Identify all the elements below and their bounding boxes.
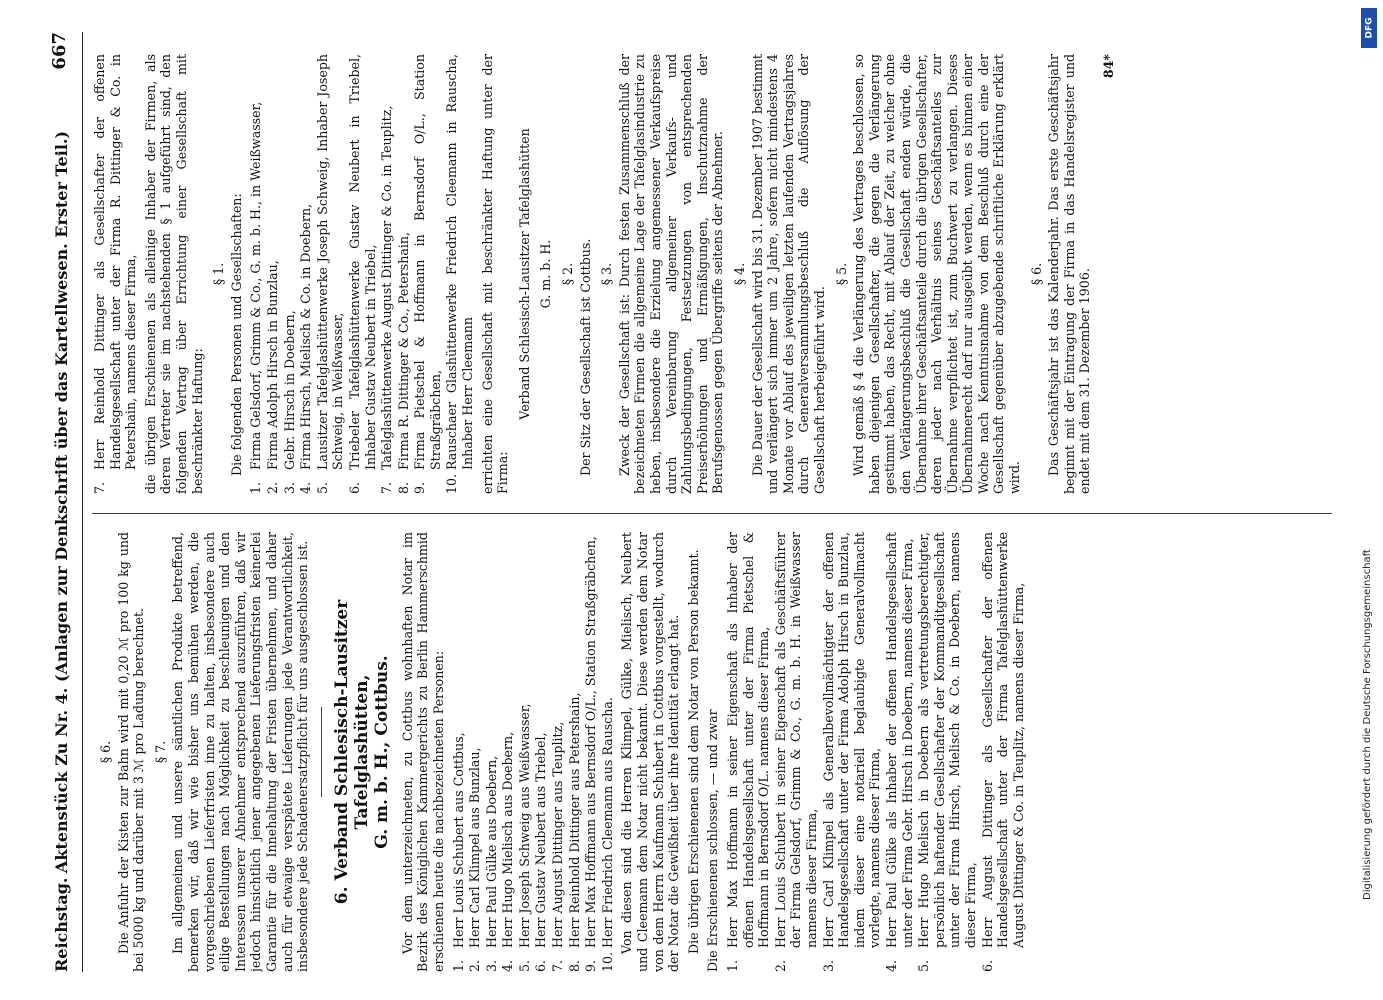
- digitization-notice: Digitalisierung gefördert durch die Deutsche Forschungsgemeinschaft: [1362, 549, 1373, 900]
- section-5-title: § 5.: [833, 262, 849, 286]
- section-6b-title: § 6.: [1028, 262, 1044, 286]
- list-item: 1.Herr Louis Schubert aus Cottbus,: [450, 732, 466, 972]
- section-5-text: Wird gemäß § 4 die Verlängerung des Vertrages beschlossen, so haben diejenigen Gesellschafter, die gegen die Verlängerung gestimmt haben, das Recht, mit Ablauf der Zeit, zu welcher ohne den Verlängerungsbeschluß die Gesellschaft enden würde, die Übernahme ihrer Geschäftsanteile durch die übrigen Gesellschafter, deren jeder nach Verhältnis seines Geschäftsanteiles zur Übernahme verpflichtet ist, zum Buchwert zu verlangen. Dieses Übernahmerecht darf nur ausgeübt werden, wenn es binnen einer Woche nach Kenntnisnahme von dem Beschluß durch eine der Gesellschaft gegenüber abzugebende schriftliche Erklärung erklärt wird.: [851, 54, 1023, 494]
- header-title: Aktenstück Zu Nr. 4. (Anlagen zur Denkschrift über das Kartellwesen. Erster Teil.): [52, 130, 71, 874]
- others-known-paragraph: Die übrigen Erschienenen sind dem Notar von Person bekannt.: [685, 549, 701, 954]
- list-item: 8.Firma R. Dittinger & Co., Petershain,: [395, 232, 411, 494]
- section-1-intro: Die folgenden Personen und Gesellschaften:: [228, 193, 244, 476]
- section-2-title: § 2.: [560, 262, 576, 286]
- left-column: [92, 532, 1332, 972]
- section-2-text: Der Sitz der Gesellschaft ist Cottbus.: [577, 238, 593, 476]
- list-item: 4.Firma Hirsch, Mielisch & Co. in Doebern,: [298, 203, 314, 494]
- list-item: 9.Herr Max Hoffmann aus Bernsdorf O/L., Station Straßgräbchen,: [583, 536, 599, 972]
- list-item: 6.Triebeler Tafelglashüttenwerke Gustav Neubert in Triebel, Inhaber Gustav Neubert in Triebel,: [346, 54, 378, 494]
- list-item: 5.Herr Hugo Mielisch in Doebern als vertretungsberechtigter, persönlich haftender Gesellschafter der Kommanditgesellschaft unter der Firma Hirsch, Mielisch & Co. in Doebern, namens dieser Firma,: [916, 532, 978, 972]
- list-item: 3.Gebr. Hirsch in Doebern,: [281, 310, 297, 494]
- list-item: 10.Herr Friedrich Cleemann aus Rauscha.: [599, 697, 615, 972]
- list-item: 4.Herr Hugo Mielisch aus Doebern,: [500, 731, 516, 972]
- section-3-title: § 3.: [599, 262, 615, 286]
- list-item: 9.Firma Pietschel & Hoffmann in Bernsdorf O/L., Station Straßgräbchen,: [412, 54, 443, 494]
- list-item: 7.Herr Reinhold Dittinger als Gesellschafter der offenen Handelsgesellschaft unter der Firma R. Dittinger & Co. in Petershain, namens dieser Firma,: [92, 54, 139, 494]
- list-item: 8.Herr Reinhold Dittinger aus Petershain,: [566, 692, 582, 972]
- list-item: 6.Herr August Dittinger als Gesellschafter der offenen Handelsgesellschaft unter der Firma Tafelglashüttenwerke August Dittinger & Co. in Teuplitz, namens dieser Firma,: [979, 532, 1026, 972]
- section-6b-text: Das Geschäftsjahr ist das Kalenderjahr. Das erste Geschäftsjahr beginnt mit der Eintragung der Firma in das Handelsregister und endet mit dem 31. Dezember 1906.: [1046, 54, 1093, 494]
- list-item: 3.Herr Paul Gülke aus Doebern,: [483, 755, 499, 972]
- firm-name-line1: Verband Schlesisch-Lausitzer Tafelglashütten: [516, 128, 532, 420]
- heading-6: [332, 532, 392, 972]
- list-item: 2.Herr Louis Schubert in seiner Eigenschaft als Geschäftsführer der Firma Gelsdorf, Grimm & Co., G. m. b. H. in Weißwasser namens dieser Firma,: [772, 532, 819, 972]
- list-item: 3.Herr Carl Klimpel als Generalbevollmächtigter der offenen Handelsgesellschaft unter der Firma Adolph Hirsch in Bunzlau, indem dieser eine notariell beglaubigte Generalvollmacht vorlegte, namens dieser Firma,: [820, 532, 883, 972]
- section-4-text: Die Dauer der Gesellschaft wird bis 31. Dezember 1907 bestimmt und verlängert sich immer um 2 Jahre, sofern nicht mindestens 4 Monate vor Ablauf des jeweiligen letzten laufenden Vertragsjahres durch Generalversammlungsbeschluß die Auflösung der Gesellschaft herbeigeführt wird.: [749, 54, 827, 494]
- list-item: 2.Herr Carl Klimpel aus Bunzlau,: [467, 747, 483, 972]
- list-item: 7.Herr August Dittinger aus Teuplitz,: [550, 721, 566, 972]
- heading-6-line1: 6. Verband Schlesisch-Lausitzer Tafelglashütten,: [331, 599, 372, 905]
- separator-rule: [321, 707, 322, 797]
- section-4-title: § 4.: [731, 262, 747, 286]
- header-left: Reichstag.: [52, 877, 71, 972]
- right-column: [92, 54, 1332, 494]
- members-list: [248, 54, 475, 494]
- heading-6-line2: G. m. b. H., Cottbus.: [371, 655, 392, 849]
- identity-paragraph: Von diesen sind die Herren Klimpel, Gülke, Mielisch, Neubert und Cleemann dem Notar nicht bekannt. Diese werden dem Notar von dem Herrn Kaufmann Schubert in Cottbus vorgestellt, wodurch der Notar die Gewißheit über ihre Identität erlangt hat.: [619, 532, 682, 972]
- section-3-text: Zweck der Gesellschaft ist: Durch festen Zusammenschluß der bezeichneten Firmen die allgemeine Lage der Tafelglasindustrie zu heben, insbesondere die Erzielung angemessener Verkaufspreise durch Vereinbarung allgemeiner Verkaufs- und Zahlungsbedingungen, Festsetzungen von entsprechenden Preiserhöhungen und Ermäßigungen, Inschutznahme der Berufsgenossen gegen Übergriffe seitens der Abnehmer.: [616, 54, 726, 494]
- list-item: 10.Rauschaer Glashüttenwerke Friedrich Cleemann in Rauscha, Inhaber Herr Cleemann: [444, 54, 476, 494]
- section-7-text: Im allgemeinen und unsere sämtlichen Produkte betreffend, bemerken wir, daß wir wie bisher uns bemühen werden, die vorgeschriebenen Lieferfristen inne zu halten, insbesondere auch eilige Bestellungen nach Möglichkeit zu beschleunigen und den Interessen unserer Abnehmer entsprechend auszuführen, daß wir jedoch hinsichtlich jener angegebenen Lieferungsfristen keinerlei Garantie für die Innehaltung der Fristen übernehmen, und daher auch für etwaige verspätete Lieferungen jede Verantwortlichkeit, insbesondere jede Schadenersatzpflicht für uns ausgeschlossen ist.: [170, 532, 311, 972]
- column-divider: [92, 513, 1332, 514]
- list-item: 2.Firma Adolph Hirsch in Bunzlau,: [264, 260, 280, 494]
- page-number: 667: [49, 32, 70, 70]
- section-6-text: Die Anfuhr der Kisten zur Bahn wird mit 0,20 ℳ pro 100 kg und bei 5000 kg und darüber mit 3 ℳ pro Ladung berechnet.: [115, 532, 147, 972]
- page-header: [48, 32, 83, 972]
- list-item: 5.Herr Joseph Schweig aus Weißwasser,: [516, 703, 532, 972]
- list-item: 6.Herr Gustav Neubert aus Triebel,: [533, 732, 549, 972]
- rotated-document-page: [40, 32, 1360, 972]
- concluded-line: Die Erschienenen schlossen, — und zwar: [705, 709, 721, 972]
- list-item: 7.Tafelglashüttenwerke August Dittinger & Co. in Teuplitz,: [379, 105, 395, 494]
- persons-list: [451, 532, 616, 972]
- list-item: 1.Firma Gelsdorf, Grimm & Co., G. m. b. H., in Weißwasser,: [248, 101, 264, 494]
- others-contract-paragraph: die übrigen Erschienenen als alleinige Inhaber der Firmen, als deren Vertreter sie im nachstehenden § 1 aufgeführt sind, den folgenden Vertrag über Errichtung einer Gesellschaft mit beschränkter Haftung:: [142, 54, 205, 494]
- list-item: 1.Herr Max Hoffmann in seiner Eigenschaft als Inhaber der offenen Handelsgesellschaft unter der Firma Pietschel & Hoffmann in Bernsdorf O/L. namens dieser Firma,: [725, 532, 772, 972]
- list-item: 5.Lausitzer Tafelglashüttenwerke Joseph Schweig, Inhaber Joseph Schweig, in Weißwasser,: [314, 54, 346, 494]
- firm-name-line2: G. m. b. H.: [538, 239, 554, 309]
- notary-intro: Vor dem unterzeichneten, zu Cottbus wohnhaften Notar im Bezirk des Königlichen Kammergerichts zu Berlin Hammerschmid erschienen heute die nachbezeichneten Personen:: [399, 532, 446, 972]
- dfg-logo-icon: DFG: [1361, 8, 1377, 48]
- section-1-after: errichten eine Gesellschaft mit beschränkter Haftung unter der Firma:: [479, 54, 511, 494]
- list-item: 4.Herr Paul Gülke als Inhaber der offenen Handelsgesellschaft unter der Firma Gebr. Hirsch in Doebern, namens dieser Firma,: [883, 532, 915, 972]
- section-6-title: § 6.: [98, 740, 113, 764]
- parties-list-continued: [92, 54, 139, 494]
- section-7-title: § 7.: [152, 740, 168, 764]
- section-1-title: § 1.: [211, 262, 227, 286]
- parties-list: [725, 532, 1026, 972]
- signature-mark: 84*: [1101, 54, 1117, 79]
